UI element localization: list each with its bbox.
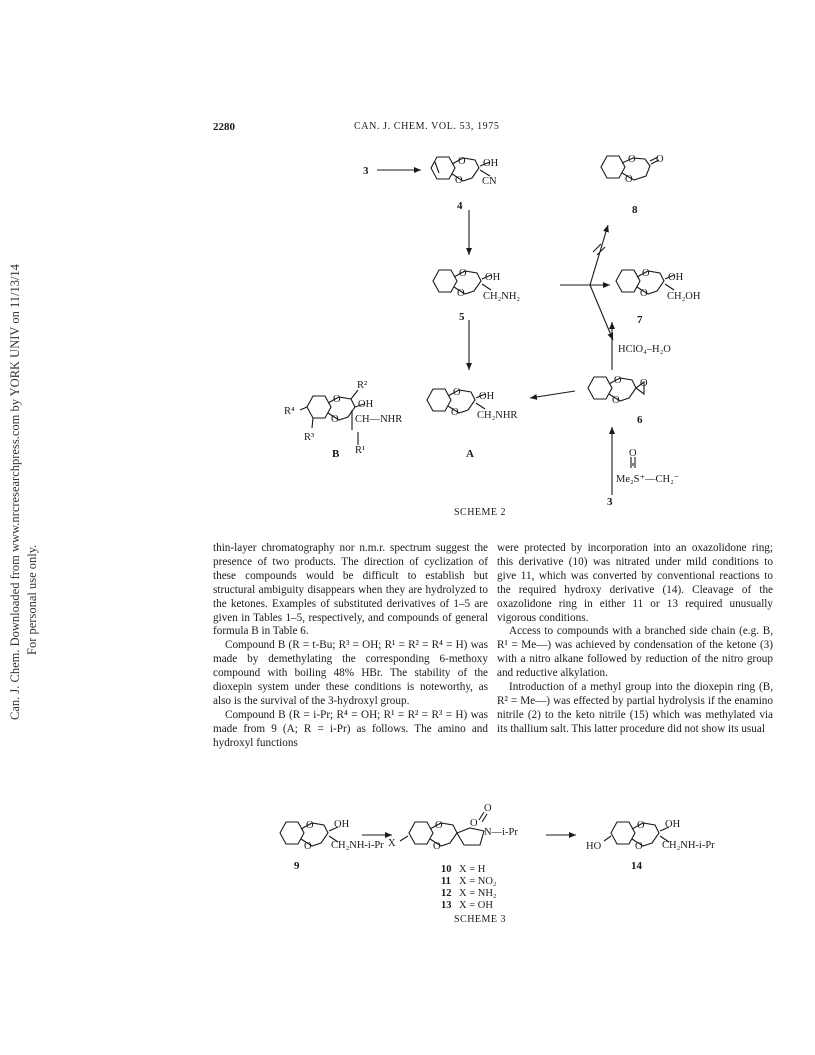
atom-oh: OH bbox=[668, 272, 684, 283]
paragraph: Introduction of a methyl group into the dioxepin ring (B, R² = Me—) was effected by partial hydrolysis if the enamino nitrile (2) to the keto nitrile (15) which was methylated via its thallium salt. This latter procedure did not show its usual bbox=[497, 681, 773, 735]
atom-o: O bbox=[453, 387, 461, 398]
substituent-ch-nhr: CH—NHR bbox=[355, 414, 403, 425]
label-r1: R¹ bbox=[355, 445, 366, 456]
label-4: 4 bbox=[457, 200, 463, 212]
atom-oh: OH bbox=[334, 819, 350, 830]
atom-o: O bbox=[457, 288, 465, 299]
atom-o: O bbox=[635, 841, 643, 852]
atom-oh: OH bbox=[665, 819, 681, 830]
label-r4: R⁴ bbox=[284, 406, 295, 417]
reagent-ylide: Me₂S⁺—CH₂⁻ bbox=[616, 474, 680, 485]
substituent-ch2nh-ipr: CH₂NH-i-Pr bbox=[331, 840, 384, 851]
substituent-ch2nh2: CH₂NH₂ bbox=[483, 291, 521, 302]
atom-oh: OH bbox=[479, 391, 495, 402]
label-A: A bbox=[466, 448, 474, 460]
atom-o: O bbox=[656, 154, 664, 165]
label-3-bottom: 3 bbox=[607, 496, 613, 508]
running-head: CAN. J. CHEM. VOL. 53, 1975 bbox=[354, 121, 500, 132]
label-5: 5 bbox=[459, 311, 465, 323]
substituent-ho: HO bbox=[586, 841, 602, 852]
left-column bbox=[213, 542, 488, 751]
atom-o: O bbox=[640, 378, 648, 389]
label-r3: R³ bbox=[304, 432, 315, 443]
arrow-blocked bbox=[590, 225, 608, 285]
atom-o: O bbox=[331, 414, 339, 425]
right-column bbox=[497, 542, 773, 737]
compound-id-12: 12 bbox=[441, 888, 452, 899]
atom-o: O bbox=[640, 288, 648, 299]
download-notice: Can. J. Chem. Downloaded from www.nrcresearchpress.com by YORK UNIV on 11/13/14 bbox=[8, 264, 22, 720]
paragraph: thin-layer chromatography nor n.m.r. spectrum suggest the presence of two products. The direction of cyclization of these compounds would be difficult to establish but structural ambiguity disappears when they are hydrolyzed to the ketones. Examples of substituted derivatives of 1–5 are given in Tables 1–5, respectively, and compounds of general formula B in Table 6. bbox=[213, 542, 488, 638]
atom-o: O bbox=[458, 156, 466, 167]
compound-sub-10: X = H bbox=[459, 864, 486, 875]
compound-id-10: 10 bbox=[441, 864, 452, 875]
atom-cn: CN bbox=[482, 176, 497, 187]
atom-oh: OH bbox=[358, 399, 374, 410]
paragraph: were protected by incorporation into an oxazolidone ring; this derivative (10) was nitrated under mild conditions to give 11, which was converted by conventional reactions to the required hydroxy derivative (14). Cleavage of the oxazolidone ring in either 11 or 13 required unusually vigorous conditions. bbox=[497, 542, 773, 624]
label-9: 9 bbox=[294, 860, 300, 872]
compound-sub-11: X = NO₂ bbox=[459, 876, 497, 887]
compound-id-13: 13 bbox=[441, 900, 452, 911]
atom-o: O bbox=[637, 820, 645, 831]
arrow-6-to-A bbox=[530, 391, 575, 398]
label-B: B bbox=[332, 448, 340, 460]
paragraph: Access to compounds with a branched side chain (e.g. B, R¹ = Me—) was achieved by condensation of the ketone (3) with a nitro alkane followed by reduction of the nitro group and reductive alkylation. bbox=[497, 625, 773, 680]
atom-o: O bbox=[612, 395, 620, 406]
substituent-x: X bbox=[388, 838, 396, 849]
scheme-2-labels bbox=[284, 154, 701, 508]
compound-id-11: 11 bbox=[441, 876, 451, 887]
label-7: 7 bbox=[637, 314, 643, 326]
atom-oh: OH bbox=[483, 158, 499, 169]
label-8: 8 bbox=[632, 204, 638, 216]
arrow-5-to-6 bbox=[590, 285, 613, 340]
atom-o: O bbox=[642, 268, 650, 279]
atom-o: O bbox=[304, 841, 312, 852]
atom-o: O bbox=[470, 818, 478, 829]
atom-o: O bbox=[455, 175, 463, 186]
atom-o: O bbox=[625, 174, 633, 185]
atom-o: O bbox=[433, 841, 441, 852]
label-3: 3 bbox=[363, 165, 369, 177]
substituent-ch2nh-ipr: CH₂NH-i-Pr bbox=[662, 840, 715, 851]
atom-o: O bbox=[306, 820, 314, 831]
label-r2: R² bbox=[357, 380, 368, 391]
paragraph: Compound B (R = t-Bu; R³ = OH; R¹ = R² = R⁴ = H) was made by demethylating the corresponding 6-methoxy compound with boiling 48% HBr. The stability of the dioxepin system under these conditions is noteworthy, as also is the survival of the 3-hydroxyl group. bbox=[213, 639, 488, 707]
substituent-ch2nhr: CH₂NHR bbox=[477, 410, 518, 421]
atom-o: O bbox=[614, 375, 622, 386]
personal-use-notice: For personal use only. bbox=[25, 544, 39, 655]
compound-sub-13: X = OH bbox=[459, 900, 493, 911]
substituent-ch2oh: CH₂OH bbox=[667, 291, 701, 302]
label-6: 6 bbox=[637, 414, 643, 426]
reagent-hclo4: HClO₄–H₂O bbox=[618, 344, 671, 355]
atom-o: O bbox=[629, 448, 637, 459]
page-number: 2280 bbox=[213, 121, 235, 133]
atom-o: O bbox=[333, 394, 341, 405]
substituent-n-ipr: N—i-Pr bbox=[484, 827, 518, 838]
scheme-3-labels bbox=[294, 803, 715, 911]
scheme-2-caption: SCHEME 2 bbox=[453, 507, 507, 518]
atom-o: O bbox=[435, 820, 443, 831]
atom-o: O bbox=[459, 268, 467, 279]
atom-o: O bbox=[484, 803, 492, 814]
label-14: 14 bbox=[631, 860, 642, 872]
atom-oh: OH bbox=[485, 272, 501, 283]
paragraph: Compound B (R = i-Pr; R⁴ = OH; R¹ = R² = R³ = H) was made from 9 (A; R = i-Pr) as follows. The amino and hydroxyl functions bbox=[213, 708, 488, 749]
compound-sub-12: X = NH₂ bbox=[459, 888, 497, 899]
scheme-3-caption: SCHEME 3 bbox=[453, 914, 507, 925]
atom-o: O bbox=[628, 154, 636, 165]
atom-o: O bbox=[451, 407, 459, 418]
